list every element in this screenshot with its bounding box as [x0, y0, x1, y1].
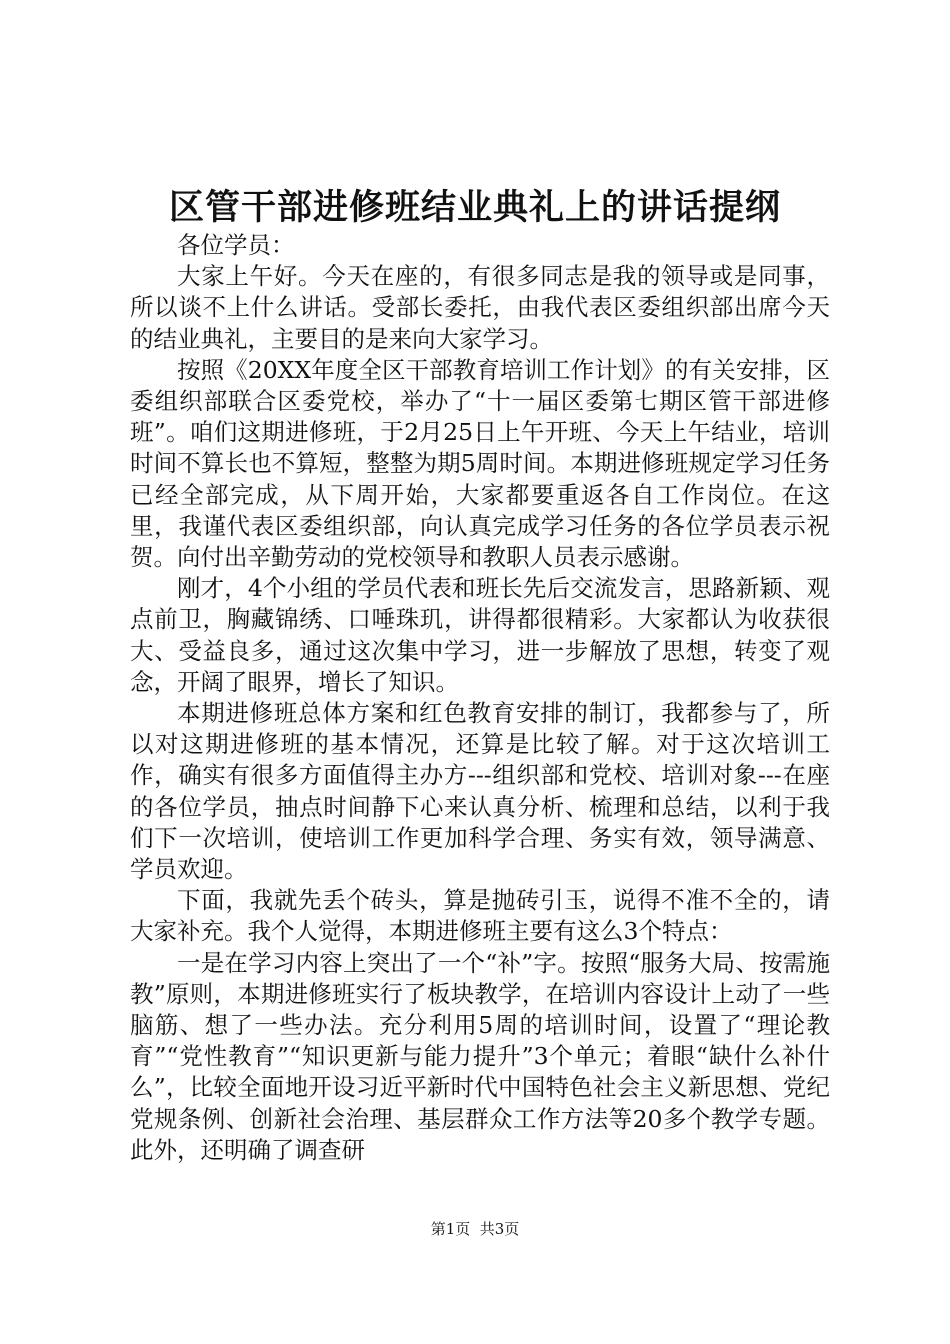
paragraph-summary-intent: 本期进修班总体方案和红色教育安排的制订，我都参与了，所以对这期进修班的基本情况，还算是比较了解。对于这次培训工作，确实有很多方面值得主办方---组织部和党校、培训对象---在座的各位学员，抽点时间静下心来认真分析、梳理和总结，以利于我们下一次培训，使培训工作更加科学合理、务实有效，领导满意、学员欢迎。 [130, 699, 830, 884]
paragraph-feature-one: 一是在学习内容上突出了一个“补”字。按照“服务大局、按需施教”原则，本期进修班实行了板块教学，在培训内容设计上动了一些脑筋、想了一些办法。充分利用5周的培训时间，设置了“理论教育”“党性教育”“知识更新与能力提升”3个单元；着眼“缺什么补什么”，比较全面地开设习近平新时代中国特色社会主义新思想、党纪党规条例、创新社会治理、基层群众工作方法等20多个教学专题。此外，还明确了调查研 [130, 948, 830, 1164]
document-title: 区管干部进修班结业典礼上的讲话提纲 [168, 187, 781, 228]
document-body [130, 230, 830, 1166]
paragraph-group-speeches: 刚才，4个小组的学员代表和班长先后交流发言，思路新颖、观点前卫，胸藏锦绣、口唾珠玑，讲得都很精彩。大家都认为收获很大、受益良多，通过这次集中学习，进一步解放了思想，转变了观念，开阔了眼界，增长了知识。 [130, 574, 830, 696]
page-number-label: 第1页 共3页 [430, 1220, 520, 1238]
salutation: 各位学员： [177, 231, 295, 259]
paragraph-features-intro: 下面，我就先丢个砖头，算是抛砖引玉，说得不准不全的，请大家补充。我个人觉得，本期进修班主要有这么3个特点： [130, 886, 830, 946]
paragraph-greeting: 大家上午好。今天在座的，有很多同志是我的领导或是同事，所以谈不上什么讲话。受部长委托，由我代表区委组织部出席今天的结业典礼，主要目的是来向大家学习。 [130, 262, 830, 353]
page-footer [0, 1219, 950, 1239]
paragraph-training-overview: 按照《20XX年度全区干部教育培训工作计划》的有关安排，区委组织部联合区委党校，举办了“十一届区委第七期区管干部进修班”。咱们这期进修班，于2月25日上午开班、今天上午结业，培训时间不算长也不算短，整整为期5周时间。本期进修班规定学习任务已经全部完成，从下周开始，大家都要重返各自工作岗位。在这里，我谨代表区委组织部，向认真完成学习任务的各位学员表示祝贺。向付出辛勤劳动的党校领导和教职人员表示感谢。 [130, 355, 830, 572]
